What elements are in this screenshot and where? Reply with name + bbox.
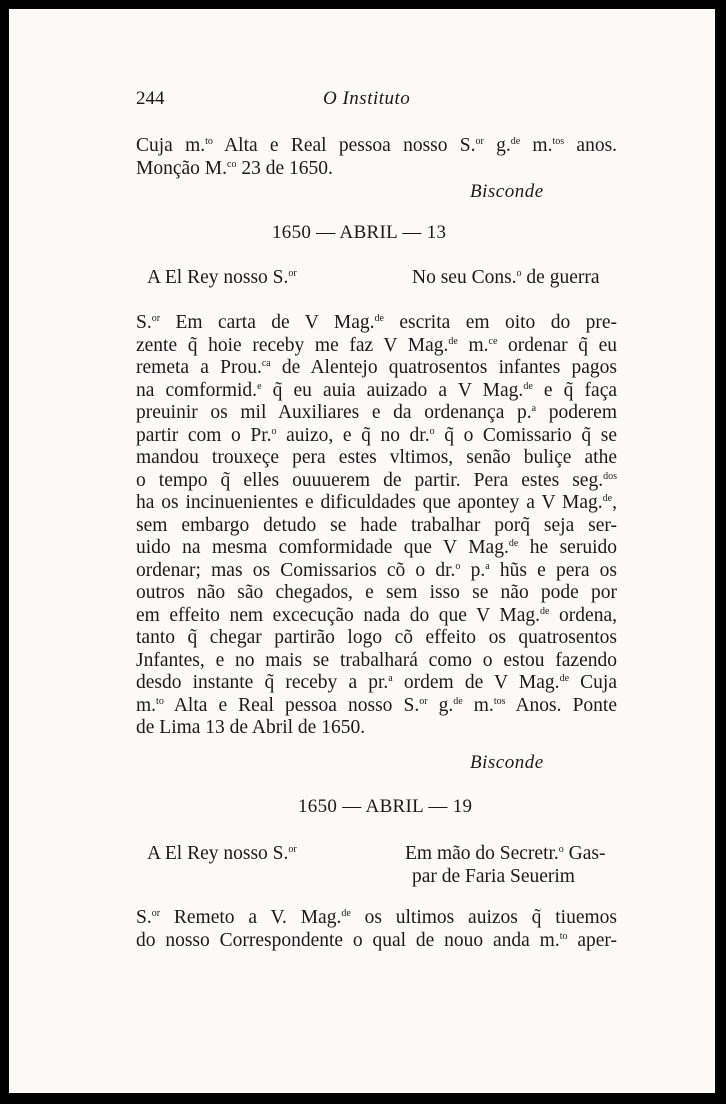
letter2-addressee: A El Rey nosso S.$^{or}$	[147, 267, 297, 288]
letter2-line: mandou trouxeçe pera estes vltimos, senão buliçe athe	[136, 447, 617, 468]
letter2-line: ha os incinuenientes e dificuldades que apontey a V Mag.$^{de}$,	[136, 492, 617, 513]
letter2-signature: Bisconde	[470, 752, 544, 773]
letter2-line: na comformid.$^e$ q̃ eu auia auizado a V Mag.$^{de}$ e q̃ faça	[136, 379, 618, 401]
letter2-last-line: de Lima 13 de Abril de 1650.	[136, 717, 366, 738]
running-title: O Instituto	[323, 88, 411, 109]
letter2-line: zente q̃ hoie receby me faz V Mag.$^{de}$ m.$^{ce}$ ordenar q̃ eu	[136, 334, 617, 356]
letter2-line: uido na mesma comformidade que V Mag.$^{de}$ he seruido	[136, 537, 617, 558]
letter3-address-note-line-2: par de Faria Seuerim	[412, 866, 575, 887]
letter2-line: sem embargo detudo se hade trabalhar porq̃ seja ser-	[136, 514, 617, 536]
letter2-line: outros não são chegados, e sem isso se não pode por	[136, 582, 617, 603]
letter3-address-note-line-1: Em mão do Secretr.$^o$ Gas-	[405, 843, 606, 864]
letter2-line: m.$^{to}$ Alta e Real pessoa nosso S.$^{or}$ g.$^{de}$ m.$^{tos}$ Anos. Ponte	[136, 694, 617, 716]
letter1-signature: Bisconde	[470, 181, 544, 202]
letter2-line: preuinir os mil Auxiliares e da ordenança p.$^a$ poderem	[136, 402, 617, 423]
letter3-dateline: 1650 — ABRIL — 19	[298, 796, 473, 817]
letter2-line: ordenar; mas os Comissarios cõ o dr.$^o$ p.$^a$ hũs e pera os	[136, 559, 618, 581]
letter2-line: Jnfantes, e no mais se trabalhará como o estou fazendo	[136, 649, 617, 671]
letter2-line: em effeito nem excecução nada do que V Mag.$^{de}$ ordena,	[136, 604, 617, 626]
letter1-closing-line-2: Monção M.$^{co}$ 23 de 1650.	[136, 158, 333, 179]
letter3-addressee: A El Rey nosso S.$^{or}$	[147, 843, 297, 864]
letter2-line: remeta a Prou.$^{ca}$ de Alentejo quatrosentos infantes pagos	[136, 357, 617, 378]
letter1-closing-line-1: Cuja m.$^{to}$ Alta e Real pessoa nosso S.$^{or}$ g.$^{de}$ m.$^{tos}$ anos.	[136, 135, 618, 156]
letter2-line: partir com o Pr.$^o$ auizo, e q̃ no dr.$^o$ q̃ o Comissario q̃ se	[136, 424, 617, 446]
letter2-line: S.$^{or}$ Em carta de V Mag.$^{de}$ escrita em oito do pre-	[136, 312, 618, 333]
letter3-line: do nosso Correspondente o qual de nouo anda m.$^{to}$ aper-	[136, 929, 617, 951]
letter2-line: o tempo q̃ elles ouuuerem de partir. Pera estes seg.$^{dos}$	[136, 469, 617, 491]
letter2-address-note: No seu Cons.$^o$ de guerra	[412, 267, 600, 288]
letter3-line: S.$^{or}$ Remeto a V. Mag.$^{de}$ os ultimos auizos q̃ tiuemos	[136, 907, 617, 928]
letter2-dateline: 1650 — ABRIL — 13	[272, 222, 447, 243]
page-number: 244	[136, 88, 165, 109]
letter2-line: tanto q̃ chegar partirão logo cõ effeito os quatrosentos	[136, 627, 617, 648]
letter2-line: desdo instante q̃ receby a pr.$^a$ ordem de V Mag.$^{de}$ Cuja	[136, 672, 617, 693]
